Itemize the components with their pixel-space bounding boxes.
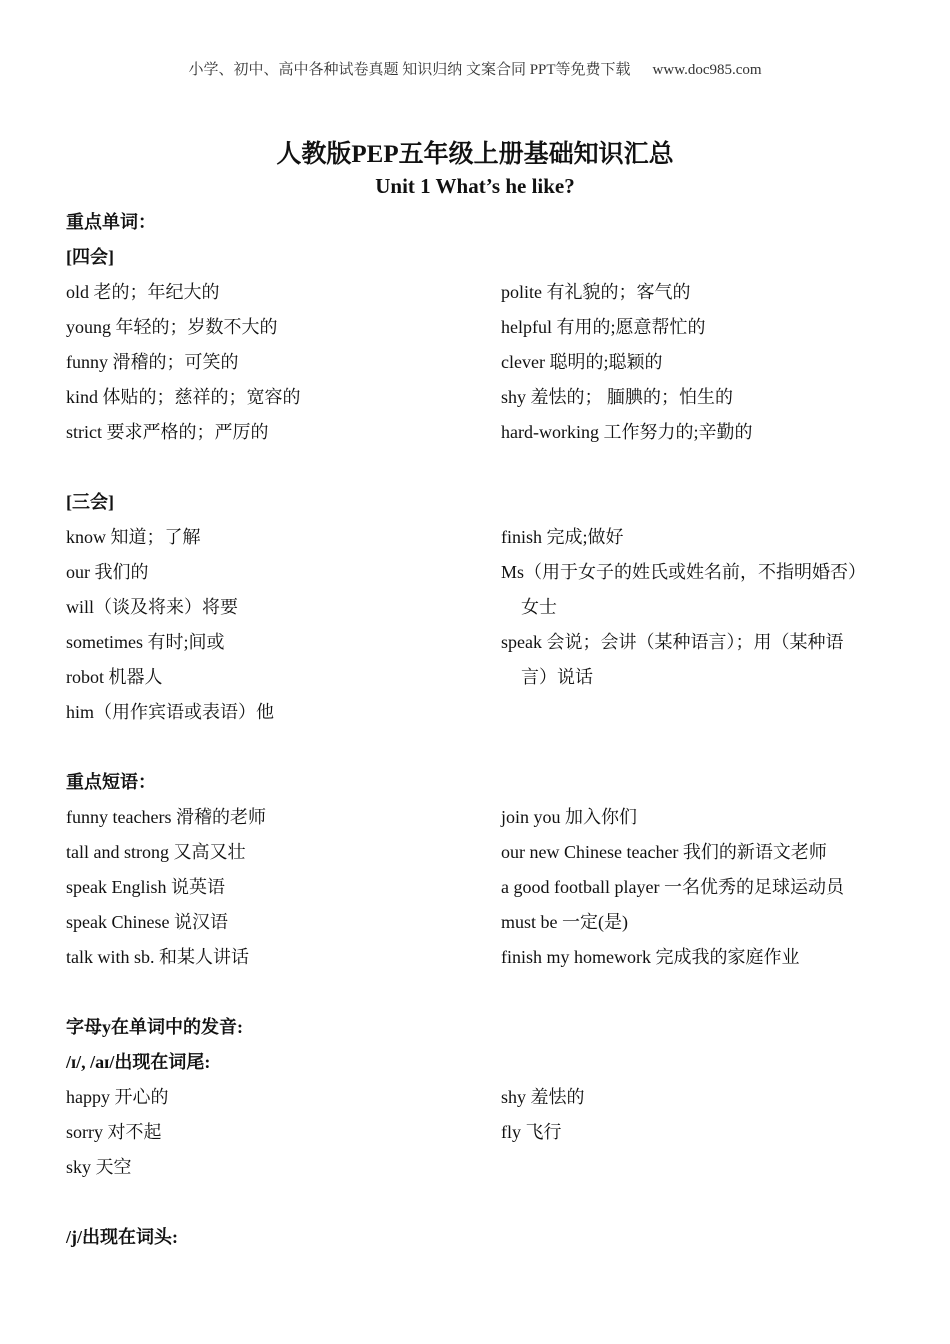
vocab-item: shy 羞怯的； 腼腆的；怕生的 [501,387,734,407]
vocab-item: clever 聪明的;聪颖的 [501,352,663,372]
vocab-row [66,380,896,415]
key-words-heading: 重点单词： [66,212,156,232]
word-item: fly 飞行 [501,1122,562,1142]
phrase-row [66,870,896,905]
vocab-item: young 年轻的；岁数不大的 [66,317,278,337]
phrase-row [66,800,896,835]
word-row [66,1115,896,1150]
vocab-row [66,660,896,695]
vocab-item: will（谈及将来）将要 [66,597,239,617]
letter-y-heading: 字母y在单词中的发音: [66,1017,243,1037]
word-item: sky 天空 [66,1157,132,1177]
phrase-row [66,905,896,940]
phrase-row [66,940,896,975]
vocab-item: know 知道；了解 [66,527,201,547]
vocab-item: kind 体贴的；慈祥的；宽容的 [66,387,301,407]
phrase-item: speak English 说英语 [66,877,225,897]
vocab-row [66,520,896,555]
phrases-heading: 重点短语： [66,772,156,792]
vocab-item: robot 机器人 [66,667,163,687]
three-skills-heading: [三会] [66,492,114,512]
vocab-item: speak 会说；会讲（某种语言）；用（某种语 [501,632,844,652]
vocab-row [66,415,896,450]
vocab-row [66,555,896,590]
phrase-item: finish my homework 完成我的家庭作业 [501,947,800,967]
vocab-item: hard-working 工作努力的;辛勤的 [501,422,753,442]
phrase-item: our new Chinese teacher 我们的新语文老师 [501,842,827,862]
word-row [66,1080,896,1115]
vocab-item: our 我们的 [66,562,149,582]
vocab-row [66,695,896,730]
spacer [66,450,896,485]
phrase-row [66,835,896,870]
page-header [0,58,950,79]
vocab-item-continued: 言）说话 [521,667,593,687]
vocab-row [66,590,896,625]
phrase-item: funny teachers 滑稽的老师 [66,807,266,827]
phrase-item: join you 加入你们 [501,807,638,827]
phrase-item: tall and strong 又高又壮 [66,842,246,862]
header-text: 小学、初中、高中各种试卷真题 知识归纳 文案合同 PPT等免费下载 [188,62,631,78]
vocab-item: Ms（用于女子的姓氏或姓名前，不指明婚否） [501,562,867,582]
vocab-row [66,625,896,660]
phrase-item: speak Chinese 说汉语 [66,912,228,932]
document-body [66,205,896,1255]
vocab-row [66,345,896,380]
vocab-row [66,310,896,345]
vocab-item: polite 有礼貌的；客气的 [501,282,691,302]
vocab-item: strict 要求严格的；严厉的 [66,422,269,442]
vocab-row [66,275,896,310]
vocab-item: finish 完成;做好 [501,527,624,547]
vocab-item: old 老的；年纪大的 [66,282,220,302]
unit-title: Unit 1 What’s he like? [375,174,575,198]
four-skills-heading: [四会] [66,247,114,267]
phrase-item: a good football player 一名优秀的足球运动员 [501,877,844,897]
spacer [66,975,896,1010]
word-item: sorry 对不起 [66,1122,162,1142]
vocab-item: funny 滑稽的；可笑的 [66,352,239,372]
vocab-item-continued: 女士 [521,597,557,617]
phrase-item: talk with sb. 和某人讲话 [66,947,249,967]
word-row [66,1150,896,1185]
spacer [66,1185,896,1220]
word-item: shy 羞怯的 [501,1087,585,1107]
header-url[interactable]: www.doc985.com [652,62,762,78]
document-title: 人教版PEP五年级上册基础知识汇总 [276,141,674,168]
spacer [66,730,896,765]
beginning-sound-heading: /j/出现在词头: [66,1227,178,1247]
phrase-item: must be 一定(是) [501,912,628,932]
ending-sound-heading: /ɪ/, /aɪ/出现在词尾: [66,1052,211,1072]
vocab-item: helpful 有用的;愿意帮忙的 [501,317,706,337]
word-item: happy 开心的 [66,1087,169,1107]
vocab-item: him（用作宾语或表语）他 [66,702,275,722]
vocab-item: sometimes 有时;间或 [66,632,225,652]
